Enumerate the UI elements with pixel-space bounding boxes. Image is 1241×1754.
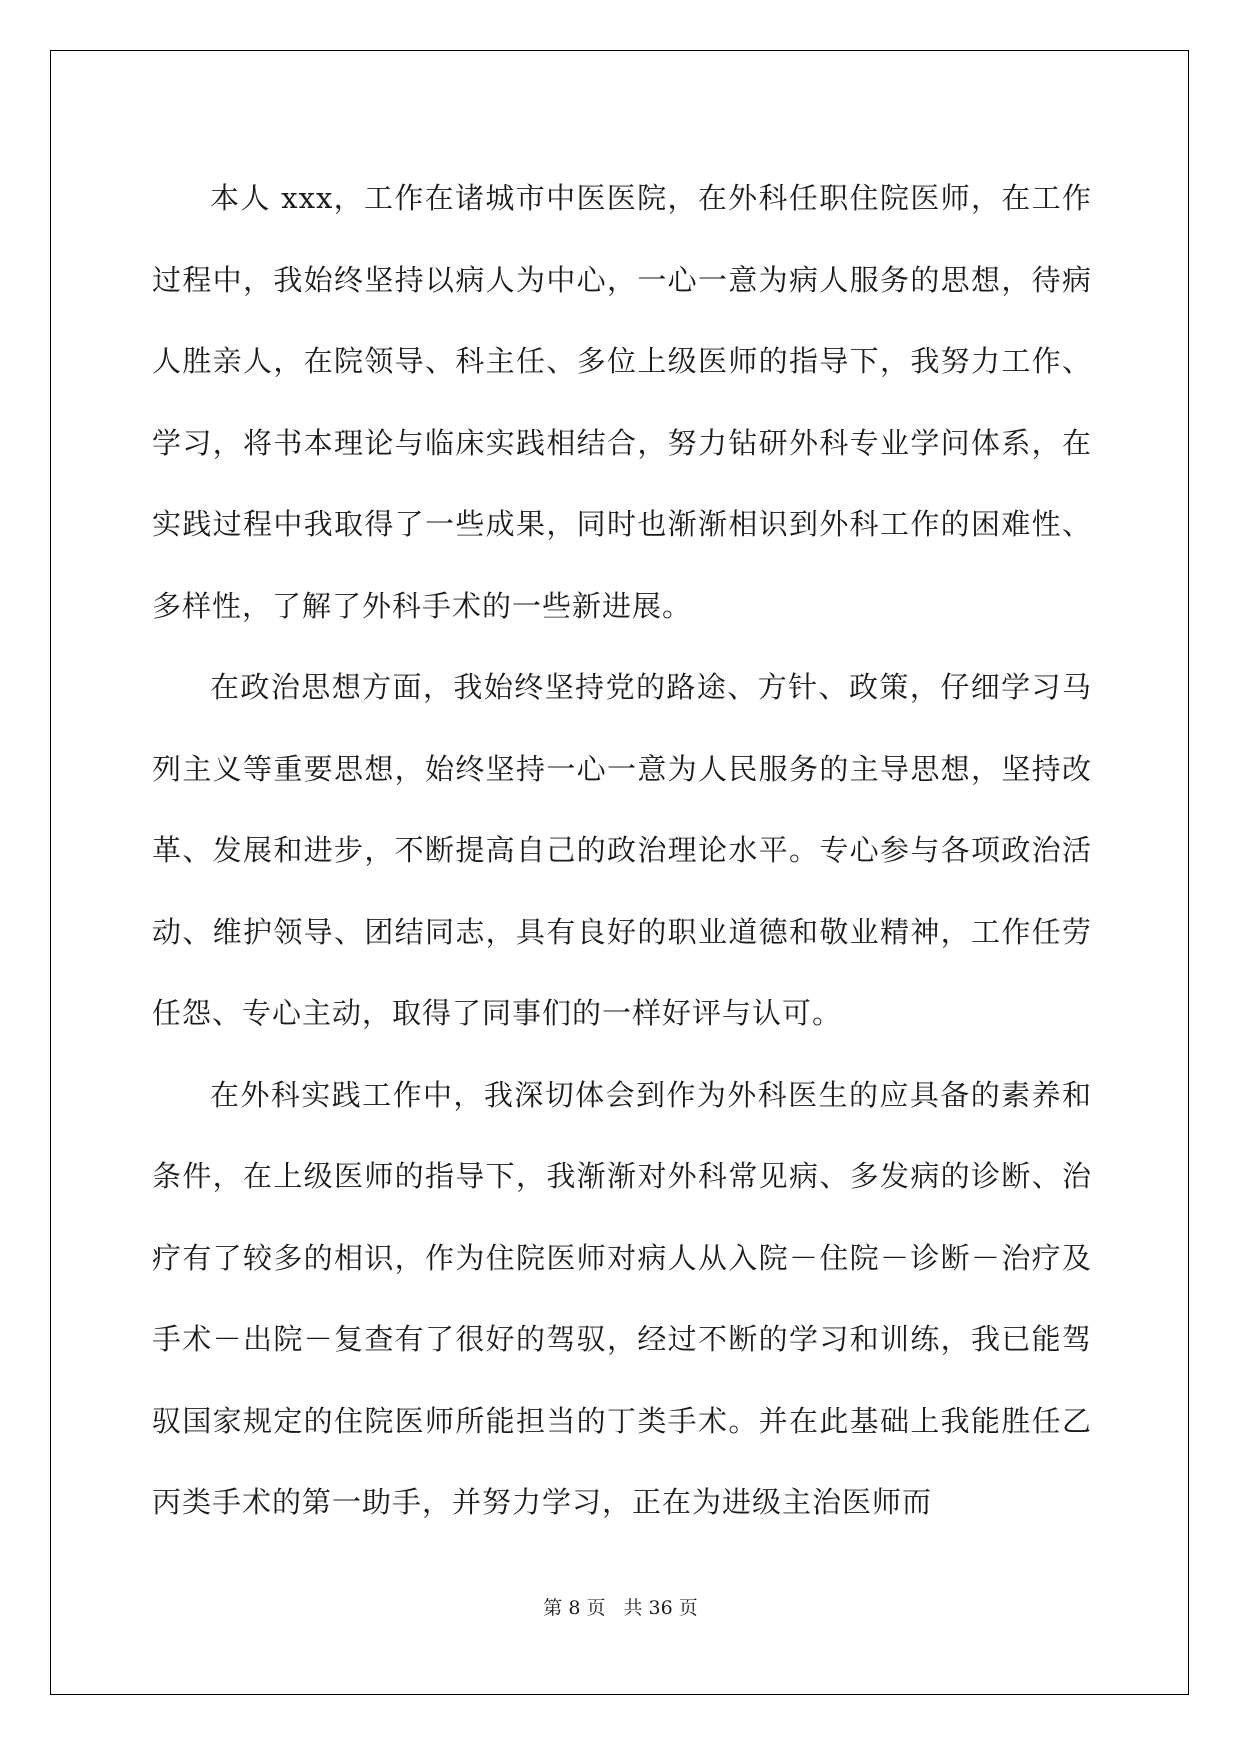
page-total: 共 36 页 bbox=[623, 1597, 698, 1619]
paragraph-2: 在政治思想方面，我始终坚持党的路途、方针、政策，仔细学习马列主义等重要思想，始终坚持一心一意为人民服务的主导思想，坚持改革、发展和进步，不断提高自己的政治理论水平。专心参与各项政治活动、维护领导、团结同志，具有良好的职业道德和敬业精神，工作任劳任怨、专心主动，取得了同事们的一样好评与认可。 bbox=[152, 670, 1092, 1030]
page-footer bbox=[0, 1593, 1241, 1620]
paragraph-3: 在外科实践工作中，我深切体会到作为外科医生的应具备的素养和条件，在上级医师的指导下，我渐渐对外科常见病、多发病的诊断、治疗有了较多的相识，作为住院医师对病人从入院－住院－诊断－治疗及手术－出院－复查有了很好的驾驭，经过不断的学习和训练，我已能驾驭国家规定的住院医师所能担当的丁类手术。并在此基础上我能胜任乙丙类手术的第一助手，并努力学习，正在为进级主治医师而 bbox=[152, 1077, 1092, 1519]
paragraph-1: 本人 xxx，工作在诸城市中医医院，在外科任职住院医师，在工作过程中，我始终坚持以病人为中心，一心一意为病人服务的思想，待病人胜亲人，在院领导、科主任、多位上级医师的指导下，我努力工作、学习，将书本理论与临床实践相结合，努力钻研外科专业学问体系，在实践过程中我取得了一些成果，同时也渐渐相识到外科工作的困难性、多样性，了解了外科手术的一些新进展。 bbox=[152, 181, 1092, 623]
document-body bbox=[152, 158, 1092, 1544]
page-number: 第 8 页 bbox=[543, 1597, 606, 1619]
